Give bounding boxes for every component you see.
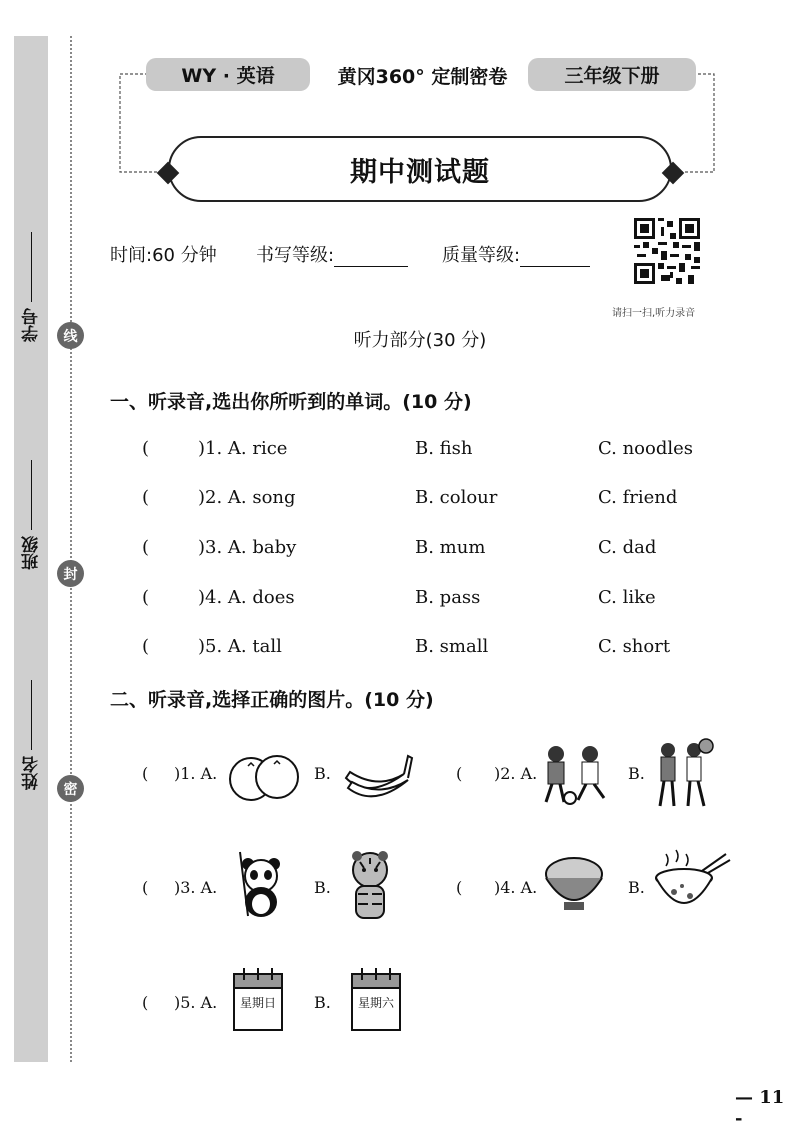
rice-bowl-icon[interactable] <box>542 852 606 914</box>
page-number: — 11 - <box>735 1087 785 1124</box>
question-1-label-b: B. <box>314 764 331 783</box>
calendar-saturday-icon[interactable] <box>348 964 404 1032</box>
calendar-sunday-text: 星期日 <box>239 996 276 1010</box>
calendar-saturday-text: 星期六 <box>357 996 394 1010</box>
class-field <box>14 460 48 570</box>
question-5-option-c: C. short <box>598 636 671 657</box>
question-2-label-a: )2. A. <box>494 764 538 783</box>
tiger-icon[interactable] <box>340 848 400 922</box>
title-banner <box>168 136 672 202</box>
student-number-label: 学号 <box>21 308 42 342</box>
answer-paren-open[interactable]: ( <box>142 537 150 558</box>
class-line <box>31 460 32 530</box>
oranges-icon[interactable] <box>226 752 302 804</box>
quality-grade-blank[interactable] <box>520 245 590 267</box>
listening-part-title: 听力部分(30 分) <box>353 330 487 351</box>
quality-grade <box>442 241 590 267</box>
question-2-option-a: )2. A. song <box>198 487 296 508</box>
name-field <box>14 680 48 790</box>
question-5-label-a: )5. A. <box>174 993 218 1012</box>
section1-title: 一、听录音,选出你所听到的单词。(10 分) <box>110 391 472 413</box>
subject-pill: WY · 英语 <box>146 58 310 91</box>
question-2-option-c: C. friend <box>598 487 678 508</box>
question-4-option-c: C. like <box>598 587 656 608</box>
question-5-option-b: B. small <box>415 636 489 657</box>
question-3-label-a: )3. A. <box>174 878 218 897</box>
student-number-line <box>31 232 32 302</box>
answer-paren-open[interactable]: ( <box>142 764 149 783</box>
writing-grade-label: 书写等级: <box>256 245 335 266</box>
question-1-option-b: B. fish <box>415 438 473 459</box>
question-3-option-a: )3. A. baby <box>198 537 297 558</box>
question-4-label-b: B. <box>628 878 645 897</box>
answer-paren-open[interactable]: ( <box>142 587 150 608</box>
writing-grade <box>256 241 408 267</box>
question-1-option-a: )1. A. rice <box>198 438 288 459</box>
question-2-option-b: B. colour <box>415 487 498 508</box>
question-1-label-a: )1. A. <box>174 764 218 783</box>
answer-paren-open[interactable]: ( <box>456 764 463 783</box>
question-4-option-a: )4. A. does <box>198 587 295 608</box>
noodle-bowl-icon[interactable] <box>652 848 732 920</box>
name-label: 姓名 <box>21 756 42 790</box>
question-1-option-c: C. noodles <box>598 438 694 459</box>
bananas-icon[interactable] <box>338 748 418 806</box>
seal-line: 线 <box>57 322 84 349</box>
time-limit: 时间:60 分钟 <box>110 245 217 266</box>
question-3-label-b: B. <box>314 878 331 897</box>
page-title: 期中测试题 <box>350 156 490 188</box>
section2-title: 二、听录音,选择正确的图片。(10 分) <box>110 689 434 711</box>
answer-paren-open[interactable]: ( <box>142 487 150 508</box>
question-5-label-b: B. <box>314 993 331 1012</box>
question-4-label-a: )4. A. <box>494 878 538 897</box>
football-kids-icon[interactable] <box>538 740 614 808</box>
question-3-option-b: B. mum <box>415 537 486 558</box>
basketball-kids-icon[interactable] <box>652 736 716 810</box>
question-3-option-c: C. dad <box>598 537 657 558</box>
answer-paren-open[interactable]: ( <box>456 878 463 897</box>
name-line <box>31 680 32 750</box>
seal-secret: 密 <box>57 775 84 802</box>
seal-seal: 封 <box>57 560 84 587</box>
answer-paren-open[interactable]: ( <box>142 636 150 657</box>
writing-grade-blank[interactable] <box>334 245 408 267</box>
qr-caption: 请扫一扫,听力录音 <box>612 308 696 319</box>
answer-paren-open[interactable]: ( <box>142 993 149 1012</box>
brand-title: 黄冈360° 定制密卷 <box>337 65 508 88</box>
question-2-label-b: B. <box>628 764 645 783</box>
answer-paren-open[interactable]: ( <box>142 438 150 459</box>
class-label: 班级 <box>21 536 42 570</box>
panda-icon[interactable] <box>230 850 288 920</box>
calendar-sunday-icon[interactable] <box>230 964 286 1032</box>
answer-paren-open[interactable]: ( <box>142 878 149 897</box>
grade-pill: 三年级下册 <box>528 58 696 91</box>
quality-grade-label: 质量等级: <box>442 245 521 266</box>
question-4-option-b: B. pass <box>415 587 481 608</box>
question-5-option-a: )5. A. tall <box>198 636 282 657</box>
cut-line <box>70 36 72 1062</box>
qr-code-icon[interactable] <box>634 218 700 284</box>
